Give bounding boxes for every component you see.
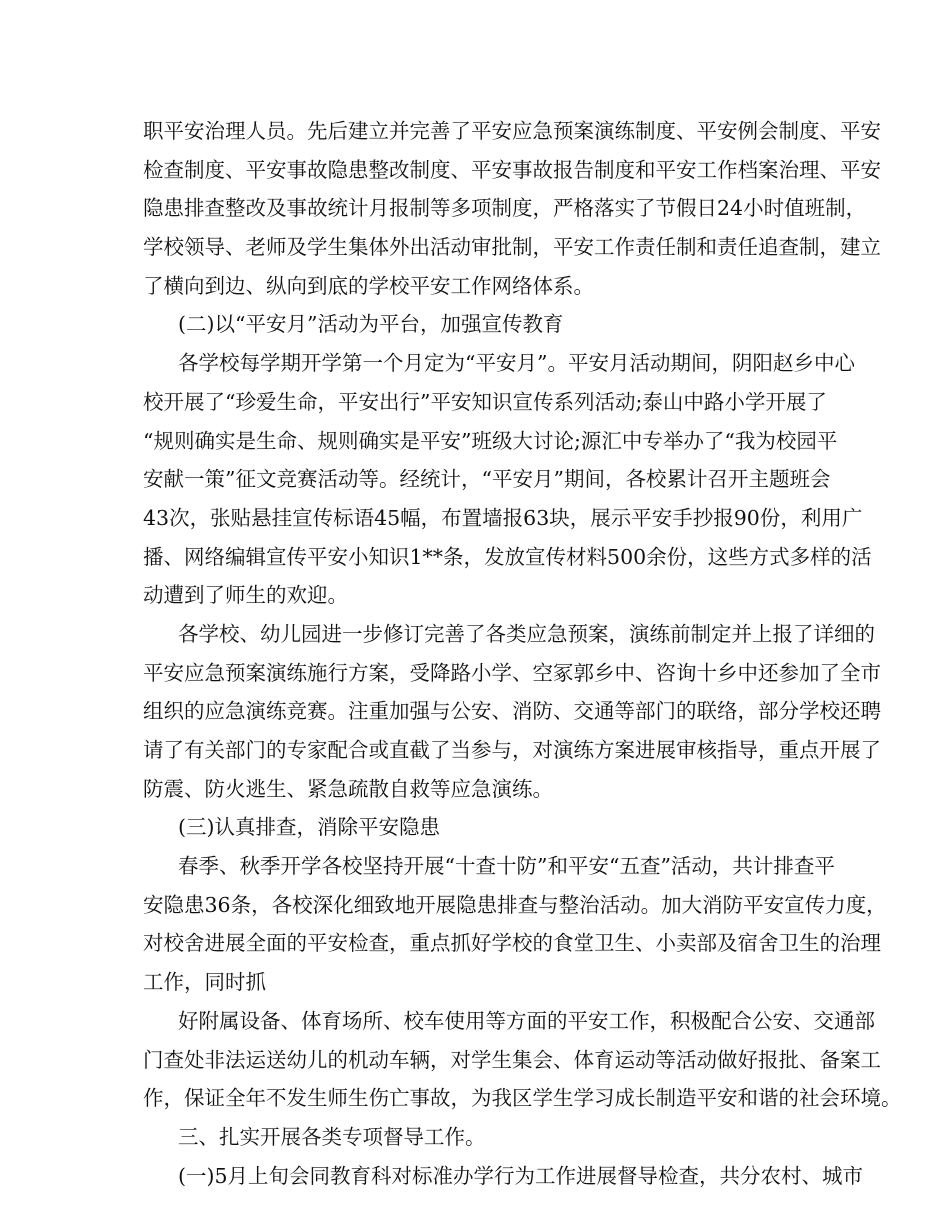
text-line: 播、网络编辑宣传平安小知识1**条，发放宣传材料500余份，这些方式多样的活 — [143, 544, 872, 569]
text-line: (一)5月上旬会同教育科对标准办学行为工作进展督导检查，共分农村、城市 — [178, 1163, 864, 1188]
text-line: 43次，张贴悬挂宣传标语45幅，布置墙报63块，展示平安手抄报90份，利用广 — [143, 505, 863, 530]
text-line: 安献一策”征文竞赛活动等。经统计，“平安月”期间，各校累计召开主题班会 — [143, 467, 831, 492]
text-line: 三、扎实开展各类专项督导工作。 — [178, 1124, 486, 1149]
text-line: 作，保证全年不发生师生伤亡事故，为我区学生学习成长制造平安和谐的社会环境。 — [143, 1086, 902, 1111]
text-line: 春季、秋季开学各校坚持开展“十查十防”和平安“五查”活动，共计排查平 — [178, 854, 835, 879]
text-line: (三)认真排查，消除平安隐患 — [178, 815, 440, 840]
text-line: 工作，同时抓 — [143, 970, 266, 995]
text-line: 组织的应急演练竞赛。注重加强与公安、消防、交通等部门的联络，部分学校还聘 — [143, 699, 881, 724]
text-line: (二)以“平安月”活动为平台，加强宣传教育 — [178, 312, 564, 337]
text-line: 各学校、幼儿园进一步修订完善了各类应急预案，演练前制定并上报了详细的 — [178, 621, 875, 646]
text-line: 安隐患36条，各校深化细致地开展隐患排查与整治活动。加大消防平安宣传力度， — [143, 892, 887, 917]
paragraph-text — [143, 112, 902, 1195]
text-line: 了横向到边、纵向到底的学校平安工作网络体系。 — [143, 273, 594, 298]
text-line: 好附属设备、体育场所、校车使用等方面的平安工作，积极配合公安、交通部 — [178, 1008, 875, 1033]
text-line: 隐患排查整改及事故统计月报制等多项制度，严格落实了节假日24小时值班制， — [143, 196, 867, 221]
text-line: 防震、防火逃生、紧急疏散自救等应急演练。 — [143, 776, 553, 801]
text-line: 校开展了“珍爱生命，平安出行”平安知识宣传系列活动;泰山中路小学开展了 — [143, 389, 827, 414]
text-line: 对校舍进展全面的平安检查，重点抓好学校的食堂卫生、小卖部及宿舍卫生的治理 — [143, 931, 881, 956]
text-line: 学校领导、老师及学生集体外出活动审批制，平安工作责任制和责任追查制，建立 — [143, 235, 881, 260]
text-line: 职平安治理人员。先后建立并完善了平安应急预案演练制度、平安例会制度、平安 — [143, 119, 881, 143]
text-line: 检查制度、平安事故隐患整改制度、平安事故报告制度和平安工作档案治理、平安 — [143, 157, 881, 182]
text-line: 平安应急预案演练施行方案，受降路小学、空冢郭乡中、咨询十乡中还参加了全市 — [143, 660, 881, 685]
text-line: 动遭到了师生的欢迎。 — [143, 583, 348, 608]
text-line: 门查处非法运送幼儿的机动车辆，对学生集会、体育运动等活动做好报批、备案工 — [143, 1047, 881, 1072]
document-body — [143, 112, 902, 1195]
text-line: “规则确实是生命、规则确实是平安”班级大讨论;源汇中专举办了“我为校园平 — [143, 428, 838, 453]
text-line: 各学校每学期开学第一个月定为“平安月”。平安月活动期间，阴阳赵乡中心 — [178, 351, 855, 376]
text-line: 请了有关部门的专家配合或直截了当参与，对演练方案进展审核指导，重点开展了 — [143, 738, 881, 762]
